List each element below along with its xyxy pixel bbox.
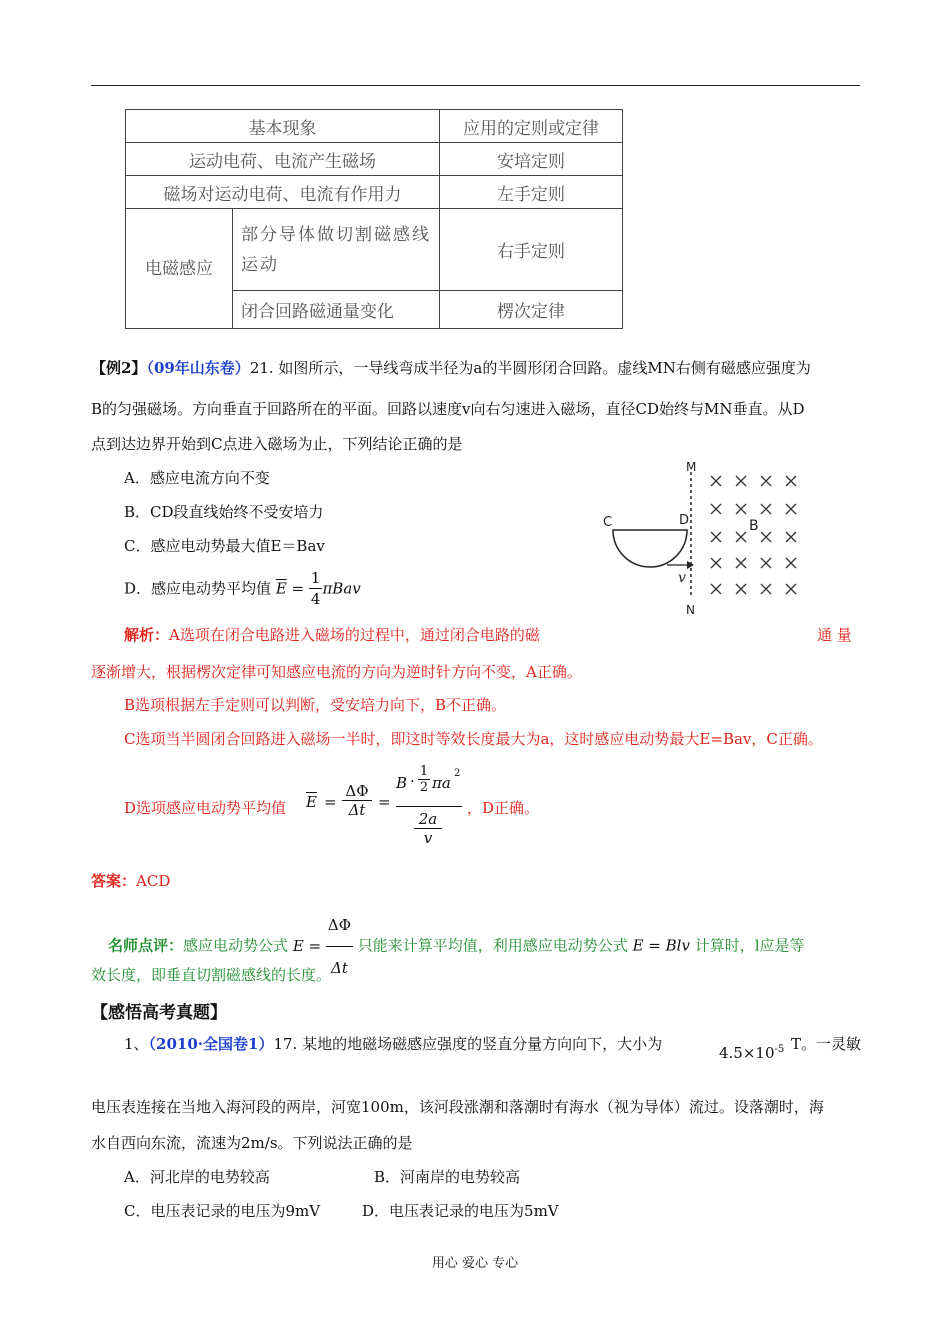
option-b: B．CD段直线始终不受安培力	[124, 503, 324, 521]
label-v: v	[678, 570, 686, 586]
answer-label: 答案：	[91, 872, 137, 890]
table-cell: 楞次定律	[440, 291, 623, 329]
table-cell: 左手定则	[440, 176, 623, 209]
option-c: C．感应电动势最大值E＝Bav	[124, 537, 325, 555]
example-source: （09年山东卷）	[146, 359, 250, 377]
analysis-line-4: C选项当半圆闭合回路进入磁场一半时，即这时等效长度最大为a，这时感应电动势最大E=Bav，C正确。	[124, 730, 823, 748]
analysis-line-1	[124, 624, 540, 645]
label-b: B	[749, 518, 759, 534]
analysis-text-1: A选项在闭合电路进入磁场的过程中，通过闭合电路的磁	[169, 626, 540, 644]
table-cell: 安培定则	[440, 143, 623, 176]
magnetic-field-figure	[595, 460, 810, 620]
q1-line-1-tail: T。一灵敏	[791, 1035, 862, 1053]
q1-line-3: 水自西向东流，流速为2m/s。下列说法正确的是	[91, 1134, 413, 1152]
q1-num: 1、	[124, 1035, 149, 1053]
analysis-formula: $\overline{E}$ = ΔΦ Δt = B · 1 2 πa 2 2a v	[302, 760, 472, 860]
semicircle-loop	[613, 530, 687, 567]
analysis-line-3: B选项根据左手定则可以判断，受安培力向下，B不正确。	[124, 696, 507, 714]
q1-value-exp: -5	[774, 1044, 785, 1055]
option-d-formula: πBav	[322, 579, 361, 598]
example-line-2: B的匀强磁场。方向垂直于回路所在的平面。回路以速度v向右匀速进入磁场，直径CD始终与MN垂直。从D	[91, 400, 805, 418]
table-header-rule: 应用的定则或定律	[440, 110, 623, 143]
q1-option-c: C．电压表记录的电压为9mV	[124, 1202, 321, 1220]
q1-option-a: A．河北岸的电势较高	[124, 1168, 270, 1186]
q1-line-1	[124, 1033, 662, 1054]
option-a: A．感应电流方向不变	[124, 469, 270, 487]
comment-text-1: 感应电动势公式	[183, 936, 289, 955]
section-title: 【感悟高考真题】	[91, 1003, 227, 1023]
answer-value: ACD	[136, 872, 171, 890]
table-header-phenomenon: 基本现象	[126, 110, 440, 143]
answer-line	[91, 870, 170, 891]
option-d-text: D．感应电动势平均值	[124, 579, 272, 598]
analysis-line-1-tail: 通 量	[817, 626, 852, 644]
example-line-3: 点到达边界开始到C点进入磁场为止，下列结论正确的是	[91, 435, 463, 453]
q1-line-2: 电压表连接在当地入海河段的两岸，河宽100m，该河段涨潮和落潮时有海水（视为导体）流过。设落潮时，海	[91, 1098, 824, 1116]
label-d: D	[679, 513, 690, 528]
comment-text-3: 计算时，l应是等	[694, 936, 805, 955]
label-m: M	[686, 460, 697, 474]
analysis-line-5: D选项感应电动势平均值	[124, 799, 287, 817]
analysis-line-5-end: ，D正确。	[467, 799, 540, 817]
example-line-1	[91, 357, 811, 378]
q1-option-d: D．电压表记录的电压为5mV	[362, 1202, 559, 1220]
comment-text-2: 只能来计算平均值，利用感应电动势公式	[357, 936, 628, 955]
field-crosses	[711, 476, 796, 594]
option-d: D．感应电动势平均值 $\overline{E}$ = $\frac{1}{4}$ πBav	[124, 569, 361, 608]
table-cell: 右手定则	[440, 209, 623, 291]
header-rule	[91, 85, 860, 86]
table-cell: 磁场对运动电荷、电流有作用力	[126, 176, 440, 209]
page-footer: 用心 爱心 专心	[431, 1256, 519, 1271]
table-group-label: 电磁感应	[126, 209, 233, 329]
example-text-1: 21. 如图所示，一导线弯成半径为a的半圆形闭合回路。虚线MN右侧有磁感应强度为	[249, 359, 811, 377]
analysis-label: 解析：	[124, 626, 170, 644]
q1-text-1: 17. 某地的地磁场磁感应强度的竖直分量方向向下，大小为	[273, 1035, 663, 1053]
q1-option-b: B．河南岸的电势较高	[374, 1168, 521, 1186]
analysis-line-2: 逐渐增大，根据楞次定律可知感应电流的方向为逆时针方向不变，A正确。	[91, 663, 582, 681]
q1-value-base: 4.5×10	[719, 1044, 775, 1062]
comment-line-2: 效长度，即垂直切割磁感线的长度。	[91, 966, 332, 984]
q1-source: （2010·全国卷1）	[148, 1035, 274, 1053]
table-cell: 部分导体做切割磁感线运动	[233, 209, 440, 291]
comment-line-1: 名师点评：感应电动势公式 E = $\frac{\Delta\Phi}{\Delta t}$ 只能来计算平均值，利用感应电动势公式 E = Blv 计算时，l应是等	[108, 904, 805, 989]
q1-value	[719, 1044, 784, 1062]
rules-table	[125, 109, 623, 329]
table-cell: 运动电荷、电流产生磁场	[126, 143, 440, 176]
label-n: N	[686, 603, 695, 617]
example-tag: 【例2】	[91, 359, 147, 377]
table-cell: 闭合回路磁通量变化	[233, 291, 440, 329]
label-c: C	[603, 515, 613, 530]
comment-label: 名师点评：	[108, 936, 184, 955]
